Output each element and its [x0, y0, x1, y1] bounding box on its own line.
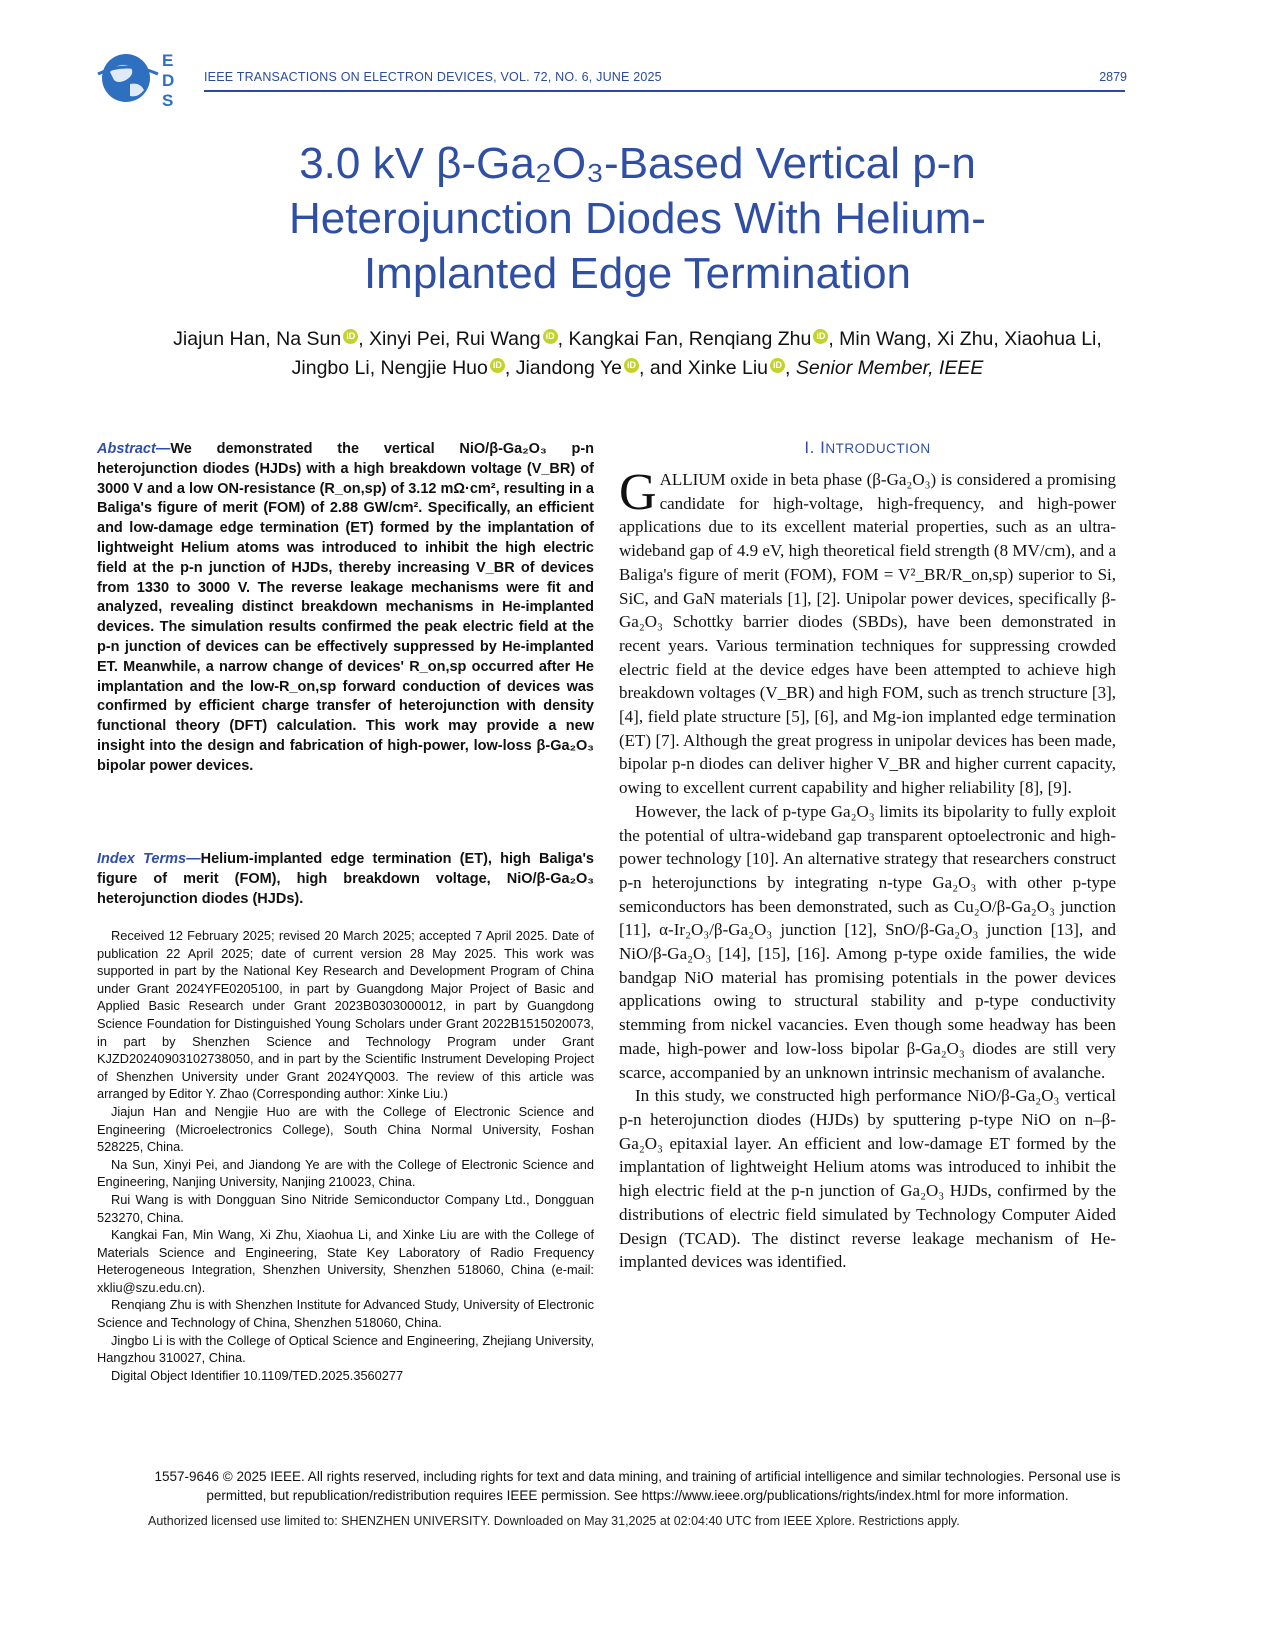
- author-line-2: Jingbo Li, Nengjie Huo iD , Jiandong Ye iD , and Xinke Liu iD , Senior Member, IEEE: [291, 357, 984, 379]
- eds-globe-logo: [96, 44, 188, 110]
- footnote-affiliation: Jingbo Li is with the College of Optical Science and Engineering, Zhejiang University, Hangzhou 310027, China.: [97, 1332, 594, 1366]
- orcid-icon[interactable]: iD: [813, 329, 828, 344]
- orcid-icon[interactable]: iD: [343, 329, 358, 344]
- abstract: [97, 440, 594, 777]
- svg-text:E: E: [162, 51, 174, 70]
- index-terms-label: Index Terms—: [97, 851, 201, 867]
- title-line-2: Heterojunction Diodes With Helium-: [289, 194, 986, 243]
- footnote-affiliation: Rui Wang is with Dongguan Sino Nitride Semiconductor Company Ltd., Dongguan 523270, China.: [97, 1191, 594, 1225]
- abstract-text: We demonstrated the vertical NiO/β-Ga₂O₃ p-n heterojunction diodes (HJDs) with a high breakdown voltage (V_BR) of 3000 V and a low ON-resistance (R_on,sp) of 3.12 mΩ·cm², resulting in a Baliga's figure of merit (FOM) of 2.88 GW/cm². Specifically, an efficient and low-damage edge termination (ET) formed by the implantation of lightweight Helium atoms was introduced to inhibit the high electric field at the p-n junction of HJDs, thereby increasing V_BR of devices from 1330 to 3000 V. The reverse leakage mechanisms were fit and analyzed, revealing distinct breakdown mechanisms in He-implanted devices. The simulation results confirmed the peak electric field at the p-n junction of devices can be effectively suppressed by He-implanted ET. Meanwhile, a narrow change of devices' R_on,sp occurred after He implantation and the low-R_on,sp forward conduction of devices was confirmed by efficient charge transfer of heterojunction with density functional theory (DFT) calculation. This work may provide a new insight into the design and fabrication of high-power, low-loss β-Ga₂O₃ bipolar power devices.: [97, 441, 594, 774]
- abstract-label: Abstract—: [97, 441, 171, 457]
- author-line-1: Jiajun Han, Na Sun iD , Xinyi Pei, Rui Wang iD , Kangkai Fan, Renqiang Zhu iD , Min Wang, Xi Zhu, Xiaohua Li,: [173, 328, 1102, 350]
- title-line-3: Implanted Edge Termination: [363, 249, 912, 298]
- page-number: 2879: [1099, 70, 1127, 84]
- orcid-icon[interactable]: iD: [490, 358, 505, 373]
- license-notice: Authorized licensed use limited to: SHENZHEN UNIVERSITY. Downloaded on May 31,2025 at 02:04:40 UTC from IEEE Xplore. Restrictions apply.: [148, 1514, 960, 1528]
- footnote-doi[interactable]: Digital Object Identifier 10.1109/TED.2025.3560277: [111, 1367, 404, 1383]
- orcid-icon[interactable]: iD: [624, 358, 639, 373]
- paper-title: [150, 136, 1125, 301]
- svg-text:D: D: [162, 71, 175, 90]
- author-role: Senior Member, IEEE: [795, 357, 984, 379]
- intro-paragraph-2: However, the lack of p-type Ga₂O₃ limits its bipolarity to fully exploit the potential of ultra-wideband gap transparent optoelectronic and high-power technology [10]. An alternative strategy that researchers construct p-n heterojunctions by integrating n-type Ga₂O₃ with other p-type semiconductors has been demonstrated, such as Cu₂O/β-Ga₂O₃ junction [11], α-Ir₂O₃/β-Ga₂O₃ junction [12], SnO/β-Ga₂O₃ junction [13], and NiO/β-Ga₂O₃ [14], [15], [16]. Among p-type oxide families, the wide bandgap NiO material has promising potentials in the power devices applications owing to structural stability and p-type conductivity stemming from nickel vacancies. Even though some headway has been made, high-power and low-loss bipolar β-Ga₂O₃ diodes are still very scarce, accompanied by an unknown intrinsic mechanism of avalanche.: [619, 801, 1116, 1082]
- footnote-affiliation: Na Sun, Xinyi Pei, and Jiandong Ye are with the College of Electronic Science and Engineering, Nanjing University, Nanjing 210023, China.: [97, 1156, 594, 1190]
- footnotes: [97, 927, 594, 1384]
- intro-paragraph-1: GALLIUM oxide in beta phase (β-Ga₂O₃) is considered a promising candidate for high-voltage, high-frequency, and high-power applications due to its excellent material properties, such as an ultra-wideband gap of 4.9 eV, high theoretical field strength (8 MV/cm), and a Baliga's figure of merit (FOM), FOM = V²_BR/R_on,sp) superior to Si, SiC, and GaN materials [1], [2]. Unipolar power devices, specifically β-Ga₂O₃ Schottky barrier diodes (SBDs), have been demonstrated in recent years. Various termination techniques for suppressing crowded electric field at the device edges have been attempted to achieve high breakdown voltages (V_BR) and high FOM, such as trench structure [3], [4], field plate structure [5], [6], and Mg-ion implanted edge termination (ET) [7]. Although the great progress in unipolar devices has been made, bipolar p-n diodes can deliver higher V_BR and higher current capacity, owing to excellent current capability and higher reliability [8], [9].: [619, 464, 1116, 798]
- footnote-received: Received 12 February 2025; revised 20 March 2025; accepted 7 April 2025. Date of publication 22 April 2025; date of current version 28 May 2025. This work was supported in part by the National Key Research and Development Program of China under Grant 2024YFE0205100, in part by Guangdong Major Project of Basic and Applied Basic Research under Grant 2023B0303000012, in part by Guangdong Science Foundation for Distinguished Young Scholars under Grant 2022B1515020073, in part by Shenzhen Science and Technology Program under Grant KJZD20240903102738050, and in part by the Scientific Instrument Developing Project of Shenzhen University under Grant 2024YQ003. The review of this article was arranged by Editor Y. Zhao (Corresponding author: Xinke Liu.): [97, 928, 594, 1102]
- index-terms-text: Helium-implanted edge termination (ET), high Baliga's figure of merit (FOM), high breakdown voltage, NiO/β-Ga₂O₃ heterojunction diodes (HJDs).: [97, 851, 594, 907]
- footnote-affiliation: Renqiang Zhu is with Shenzhen Institute for Advanced Study, University of Electronic Science and Technology of China, Shenzhen 518060, China.: [97, 1297, 594, 1331]
- footnote-affiliation: Kangkai Fan, Min Wang, Xi Zhu, Xiaohua Li, and Xinke Liu are with the College of Materials Science and Engineering, State Key Laboratory of Radio Frequency Heterogeneous Integration, Shenzhen University, Shenzhen 518060, China (e-mail: xkliu@szu.edu.cn).: [97, 1227, 594, 1295]
- author-list: [80, 325, 1195, 383]
- copyright-notice: 1557-9646 © 2025 IEEE. All rights reserved, including rights for text and data mining, and training of artificial intelligence and similar technologies. Personal use is permitted, but republication/redistribution requires IEEE permission. See https://www.ieee.org/publications/rights/index.html for more information.: [154, 1469, 1121, 1503]
- orcid-icon[interactable]: iD: [770, 358, 785, 373]
- intro-paragraph-3: In this study, we constructed high performance NiO/β-Ga₂O₃ vertical p-n heterojunction diodes (HJDs) by sputtering p-type NiO on n–β-Ga₂O₃ epitaxial layer. An efficient and low-damage ET formed by the implantation of lightweight Helium atoms was introduced to inhibit the high electric field at the p-n junction of Ga₂O₃ HJDs, confirmed by the distributions of electric field simulated by Technology Computer Aided Design (TCAD). The distinct reverse leakage mechanism of He-implanted devices was identified.: [619, 1086, 1116, 1272]
- orcid-icon[interactable]: iD: [543, 329, 558, 344]
- drop-cap: G: [619, 464, 657, 521]
- title-line-1: 3.0 kV β-Ga₂O₃-Based Vertical p-n: [299, 139, 976, 188]
- section-heading: I. INTRODUCTION: [804, 438, 931, 457]
- index-terms: [97, 850, 594, 909]
- footnote-affiliation: Jiajun Han and Nengjie Huo are with the College of Electronic Science and Engineering (Microelectronics College), South China Normal University, Foshan 528225, China.: [97, 1103, 594, 1155]
- svg-text:S: S: [162, 91, 174, 110]
- header-rule: [204, 90, 1125, 92]
- introduction-body: [619, 464, 1116, 1274]
- journal-header: IEEE TRANSACTIONS ON ELECTRON DEVICES, VOL. 72, NO. 6, JUNE 2025: [204, 70, 662, 84]
